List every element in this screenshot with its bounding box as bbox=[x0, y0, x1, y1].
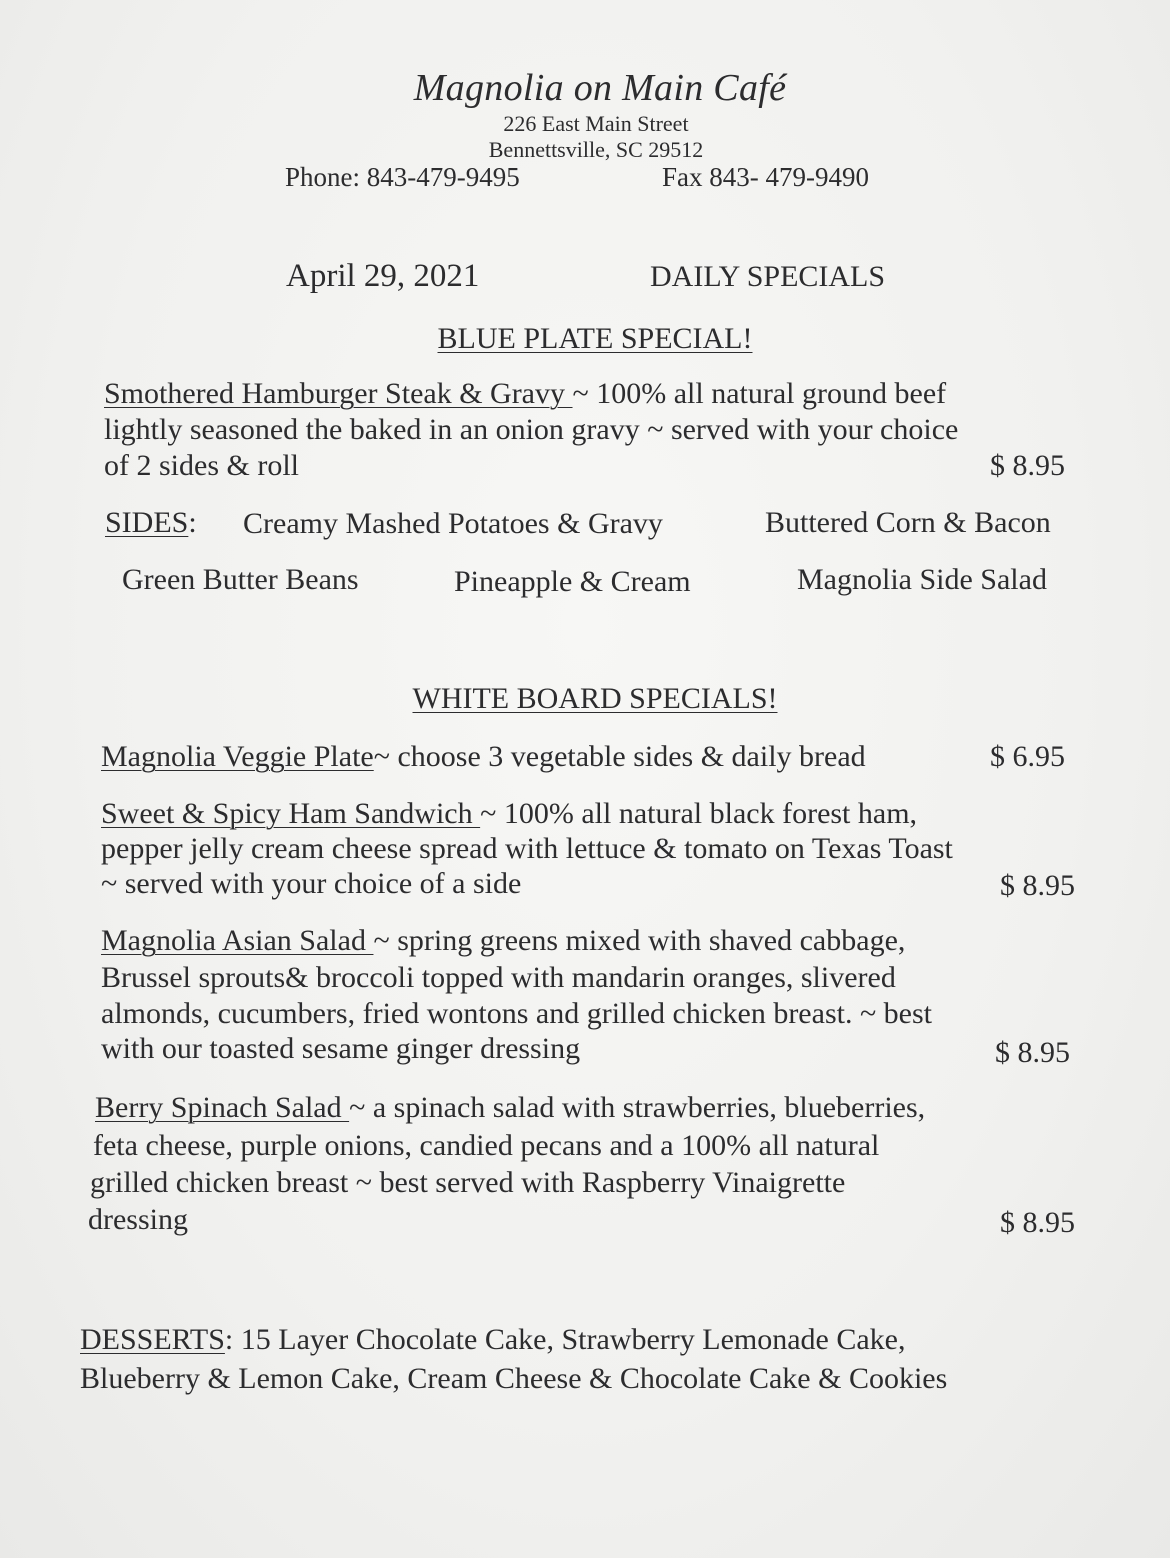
blue-plate-price: $ 8.95 bbox=[990, 449, 1065, 482]
desserts-line-1 bbox=[80, 1323, 906, 1357]
fax-number: Fax 843- 479-9490 bbox=[662, 162, 869, 192]
ham-sandwich-name: Sweet & Spicy Ham Sandwich bbox=[101, 797, 481, 830]
address-street: 226 East Main Street bbox=[503, 111, 689, 136]
white-board-heading bbox=[0, 682, 1170, 716]
asian-salad-price: $ 8.95 bbox=[995, 1036, 1070, 1069]
ham-sandwich-price: $ 8.95 bbox=[1000, 869, 1075, 902]
side-item: Magnolia Side Salad bbox=[797, 563, 1047, 596]
blue-plate-line-3: of 2 sides & roll bbox=[104, 449, 299, 482]
asian-salad-line-1 bbox=[101, 924, 905, 958]
white-board-heading-text: WHITE BOARD SPECIALS! bbox=[412, 682, 778, 715]
sides-label-colon: : bbox=[188, 506, 197, 539]
sides-label-text: SIDES bbox=[105, 506, 189, 539]
blue-plate-line-1 bbox=[104, 377, 946, 411]
side-item: Green Butter Beans bbox=[122, 563, 359, 596]
menu-date: April 29, 2021 bbox=[286, 258, 480, 294]
asian-salad-name: Magnolia Asian Salad bbox=[101, 924, 374, 957]
desserts-line-2: Blueberry & Lemon Cake, Cream Cheese & Chocolate Cake & Cookies bbox=[80, 1362, 948, 1395]
ham-sandwich-line-1 bbox=[101, 797, 917, 831]
ham-sandwich-line-3: ~ served with your choice of a side bbox=[101, 867, 522, 900]
berry-salad-line-1 bbox=[95, 1091, 925, 1125]
daily-specials-label: DAILY SPECIALS bbox=[650, 260, 886, 293]
asian-salad-line-4: with our toasted sesame ginger dressing bbox=[101, 1032, 581, 1065]
address-city: Bennettsville, SC 29512 bbox=[488, 137, 704, 162]
berry-salad-line-3: grilled chicken breast ~ best served with Raspberry Vinaigrette bbox=[90, 1166, 846, 1199]
blue-plate-heading bbox=[0, 322, 1170, 356]
blue-plate-desc-1: ~ 100% all natural ground beef bbox=[572, 377, 947, 410]
veggie-plate-line bbox=[101, 740, 866, 774]
veggie-plate-desc: ~ choose 3 vegetable sides & daily bread bbox=[373, 740, 866, 773]
cafe-name: Magnolia on Main Café bbox=[413, 67, 787, 109]
asian-salad-line-2: Brussel sprouts& broccoli topped with mandarin oranges, slivered bbox=[101, 961, 896, 994]
asian-salad-desc-1: ~ spring greens mixed with shaved cabbage, bbox=[373, 924, 906, 957]
berry-salad-line-2: feta cheese, purple onions, candied pecans and a 100% all natural bbox=[93, 1129, 880, 1162]
side-item: Buttered Corn & Bacon bbox=[765, 506, 1051, 539]
side-item: Pineapple & Cream bbox=[454, 565, 691, 598]
ham-sandwich-line-2: pepper jelly cream cheese spread with lettuce & tomato on Texas Toast bbox=[101, 832, 953, 865]
veggie-plate-name: Magnolia Veggie Plate bbox=[101, 740, 374, 773]
berry-salad-price: $ 8.95 bbox=[1000, 1206, 1075, 1239]
berry-salad-name: Berry Spinach Salad bbox=[95, 1091, 350, 1124]
asian-salad-line-3: almonds, cucumbers, fried wontons and grilled chicken breast. ~ best bbox=[101, 997, 933, 1030]
side-item: Creamy Mashed Potatoes & Gravy bbox=[243, 507, 663, 540]
phone-number: Phone: 843-479-9495 bbox=[285, 162, 520, 192]
veggie-plate-price: $ 6.95 bbox=[990, 740, 1065, 773]
desserts-list-1: : 15 Layer Chocolate Cake, Strawberry Lemonade Cake, bbox=[224, 1323, 906, 1356]
berry-salad-line-4: dressing bbox=[88, 1203, 188, 1236]
sides-label bbox=[105, 506, 197, 540]
ham-sandwich-desc-1: ~ 100% all natural black forest ham, bbox=[480, 797, 918, 830]
blue-plate-line-2: lightly seasoned the baked in an onion gravy ~ served with your choice bbox=[104, 413, 959, 446]
berry-salad-desc-1: ~ a spinach salad with strawberries, blueberries, bbox=[349, 1091, 926, 1124]
desserts-label: DESSERTS bbox=[80, 1323, 225, 1356]
blue-plate-heading-text: BLUE PLATE SPECIAL! bbox=[437, 322, 753, 355]
blue-plate-item-name: Smothered Hamburger Steak & Gravy bbox=[104, 377, 573, 410]
